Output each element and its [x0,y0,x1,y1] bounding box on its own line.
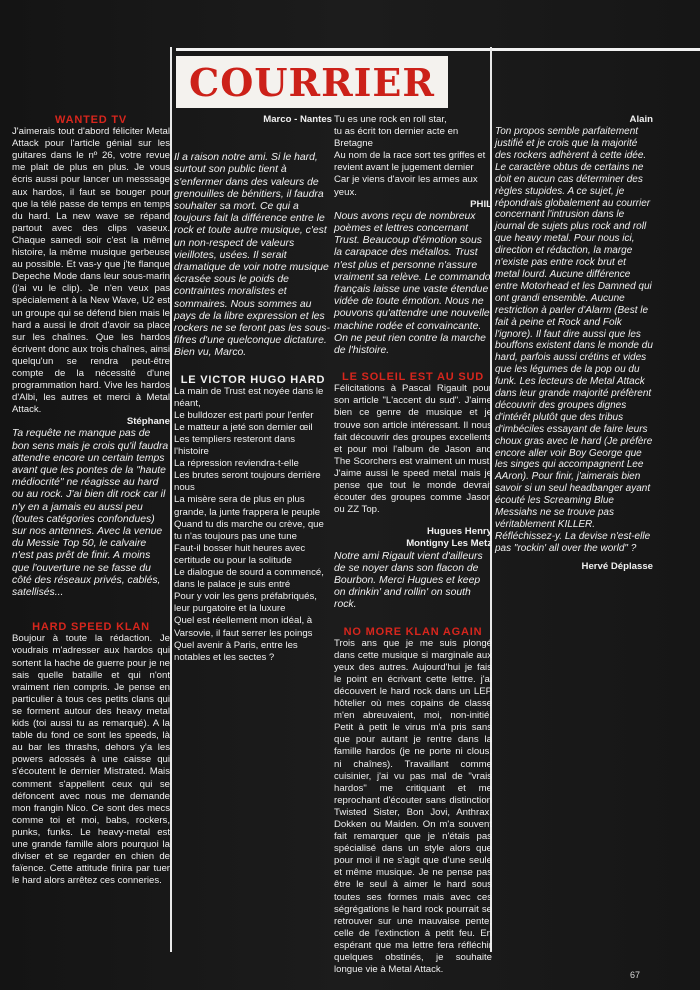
poem-line: Le bulldozer est parti pour l'enfer [174,409,314,421]
letter-signature: Stéphane [126,416,170,428]
column-2 [174,114,332,664]
poem-line: Quel est réellement mon idéal, à Varsovie, il faut serrer les poings [174,615,313,639]
letter-signature: Hugues Henry [426,526,492,538]
editor-reply: Il a raison notre ami. Si le hard, surtout son public tient à s'enfermer dans des valeurs de grenouilles de bénitiers, il faudra souhaiter sa mort. Ce qui a toujours fait la différence entre le rock et toute autre musique, c'est un non-respect de valeurs vieillotes, usées. Il serait dramatique de voir notre musique écrasée sous le poids de contraintes moralistes et sommaires. Nous sommes au pays de la libre expression et les rockers ne se feront pas les sous-fifres d'une quelconque dictature. Bien vu, Marco. [174,152,330,359]
editor-reply: Ta requête ne manque pas de bon sens mais je crois qu'il faudra attendre encore un certain temps avant que les pontes de la "haute médiocrité" ne réagisse au hard ou au rock. J'ai bien dit rock car il n'y en a jamais eu aussi peu (toutes catégories confondues) sur nos antennes. Avec la venue du Messie Top 50, le calvaire n'est pas prêt de finir. A moins que l'ouverture ne se fasse du côté des réseaux privés, cablés, satellisés... [12,428,169,599]
letter-heading: WANTED TV [55,114,127,126]
poem-line: Pour y voir les gens préfabriqués, leur purgatoire et la luxure [174,591,317,615]
poem-line: Tu es une rock en roll star, [334,114,447,125]
letter-heading: NO MORE KLAN AGAIN [343,625,483,638]
poem-line: Au nom de la race sort tes griffes et revient avant le jugement dernier [334,150,486,174]
letter-signature: Alain [629,114,653,125]
poem-line: Quand tu dis marche ou crève, que tu n'as toujours pas une tune [174,518,324,542]
letter-body: Trois ans que je me suis plongé dans cette musique si marginale aux yeux des autres. Aujourd'hui je fais le point en écrivant cette lettre. j'ai découvert le hard rock dans un LEP hôtelier où mes copains de classe m'en abreuvaient, moi, non-initié. Petit à petit le virus m'a pris sans que pour autant je rentre dans la famille hardos (je ne porte ni clous, ni chaînes). Travaillant comme cuisinier, j'ai vu pas mal de "vrais hardos" me critiquant et me reprochant d'écouter sans distinction Twisted Sister, Bon Jovi, Anthrax, Dokken ou Maiden. On m'a souvent fait remarquer que je n'étais pas spécialisé dans un style alors que pour moi il ne s'agit que d'une seule et même musique. Je ne pense pas être le seul à aimer le hard sous toutes ses formes mais avec ces ségrégations le hard rock pourrait se retrouver sur une mauvaise pente, celle de l'extinction à petit feu. En espérant que ma lettre fera réfléchir quelques obstinés, je souhaite longue vie à Metal Attack. [334,637,492,976]
letter-signature: PHIL [470,198,492,210]
editor-reply: Notre ami Rigault vient d'ailleurs de se noyer dans son flacon de Bourbon. Merci Hugues et keep on drinkin' and rollin' on south rock. [334,550,483,611]
column-1 [12,114,170,887]
title-box [176,56,448,108]
poem-line: Le dialogue de sourd a commencé, dans le palace je suis entré [174,567,324,591]
column-4 [495,114,653,573]
letter-heading: LE SOLEIL EST AU SUD [342,371,484,384]
poem [174,386,332,664]
section-title: COURRIER [189,59,435,105]
poem-line: La répression reviendra-t-elle [174,458,299,470]
editor-signature: Hervé Déplasse [581,560,653,572]
column-rule [170,47,172,952]
letter-heading: HARD SPEED KLAN [32,621,150,634]
poem-continued [334,114,492,199]
poem-line: tu as écrit ton dernier acte en Bretagne [334,126,459,150]
poem-line: Le matteur a jeté son dernier œil [174,421,313,433]
letter-body: Boujour à toute la rédaction. Je voudrais m'adresser aux hardos qui sortent la hache de guerre pour je ne sais quelle bataille et qui n'ont vraiment rien compris. Je pense en particulier à tous ces petits clans qui se forment autour des heavy metal kids (toi aussi tu as remarqué). A la table du fond ce sont les speeds, là au bar les thrashs, dehors y'a les powers adossés à une caisse qui s'écoutent le dernier Mistrated. Mais comment s'appellent ceux qui se défoncent avec nous me demande mon frangin Nico. Ce sont des mecs comme toi et moi, babs, rockers, punks, funks. Le heavy-metal est une grande famille alors pourquoi la diviser et se regarder en chien de faïence. Cette attitude finira par tuer le hard alors arrêtez ces conneries. [12,633,170,887]
letter-body: Félicitations à Pascal Rigault pour son article "L'accent du sud". J'aime bien ce genre de musique et je trouve son article intéressant. Il nous fait découvrir des groupes excellents et pour moi l'album de Jason and The Scorchers est vraiment un must. J'aime aussi le speed metal mais je pense que tout le monde devrait écouter des groupes comme Jason ou ZZ Top. [334,383,492,516]
editor-reply: Ton propos semble parfaitement justifié et je crois que la majorité des rockers adhèrent à cette idée. Le caractère obtus de certains ne doit en aucun cas déterminer des règles stupides. A ce sujet, je répondrais globalement au courrier concernant l'intrusion dans le journal de sujets plus rock and roll que heavy metal. Pour nous ici, direction et rédaction, la marge n'existe pas entre rock brut et metal lourd. Aucune différence entre Motorhead et les Damned qui ont grandi ensemble. Aucune restriction à parler d'Alarm (Best le fait à peine et Rock and Folk l'ignore). Il faut dire aussi que les bouffons existent dans le monde du hard, parfois aussi crétins et vides que les légumes de la pop ou du funk. Les lecteurs de Metal Attack dans leur grande majorité préfèrent découvrir des groupes dignes d'intérêt plutôt que des tribus d'imbéciles essayant de faire leurs choux gras avec le hard (Je préfère encore aller voir Boy George que les singes qui accompagnent Lee AAron). Pour finir, j'aimerais bien savoir si un seul headbanger ayant écouté les Screaming Blue Messiahs ne se trouve pas véritablement KILLER. Réfléchissez-y. La devise n'est-elle pas "rockin' all over the world" ? [495,126,653,554]
poem-line: Quel avenir à Paris, entre les notables et les sectes ? [174,639,298,663]
letter-signature-place: Montigny Les Metz [406,538,492,550]
letter-heading: LE VICTOR HUGO HARD [180,373,326,386]
page-number: 67 [629,970,640,980]
poem-line: Les brutes seront toujours derrière nous [174,470,321,494]
poem-line: Faut-il bosser huit heures avec certitude ou pour la solitude [174,542,306,566]
poem-line: Car je viens d'avoir les armes aux yeux. [334,174,478,198]
poem-line: La main de Trust est noyée dans le néant, [174,385,324,409]
editor-reply: Nous avons reçu de nombreux poèmes et lettres concernant Trust. Beaucoup d'émotion sous la carapace des métallos. Trust n'est plus et personne n'assure vraiment sa relève. Le commando français laisse une vaste étendue vidée de toute émotion. Nous ne pouvons qu'attendre une nouvelle machine rodée et convaincante. On ne peut rien contre la marche de l'histoire. [334,210,491,356]
letter-body: J'aimerais tout d'abord féliciter Metal Attack pour l'article génial sur les guitares dans le nº 26, votre revue me plait de plus en plus. Je vous écris aussi pour lancer un messsage aux hardos, il faut se bouger pour que la télé passe de temps en temps du hard. La new wave se répand partout avec des clips vaseux. Chaque samedi soir c'est la même histoire, la même musique gerbeuse au possible. Et vas-y que j'te flanque Depeche Mode dans leur sous-marin (j'ai vu le clip). Je n'en veux pas spécialement à la New Wave, U2 est un groupe qui se défend bien mais le hard a aussi le droit d'avoir sa place sur les chaînes. Que les hardos écrivent donc aux trois chaînes, ainsi quelqu'un se rendra peut-être compte de la nécessité d'une programmation hard. Vive les hardos d'Albi, les autres et merci à Metal Attack. [12,126,170,416]
poem-line: Les templiers resteront dans l'histoire [174,434,296,458]
column-3 [334,114,492,976]
top-rule [176,48,700,51]
poem-line: La misère sera de plus en plus grande, la junte frappera le peuple [174,494,321,518]
letter-signature: Marco - Nantes [263,114,332,125]
